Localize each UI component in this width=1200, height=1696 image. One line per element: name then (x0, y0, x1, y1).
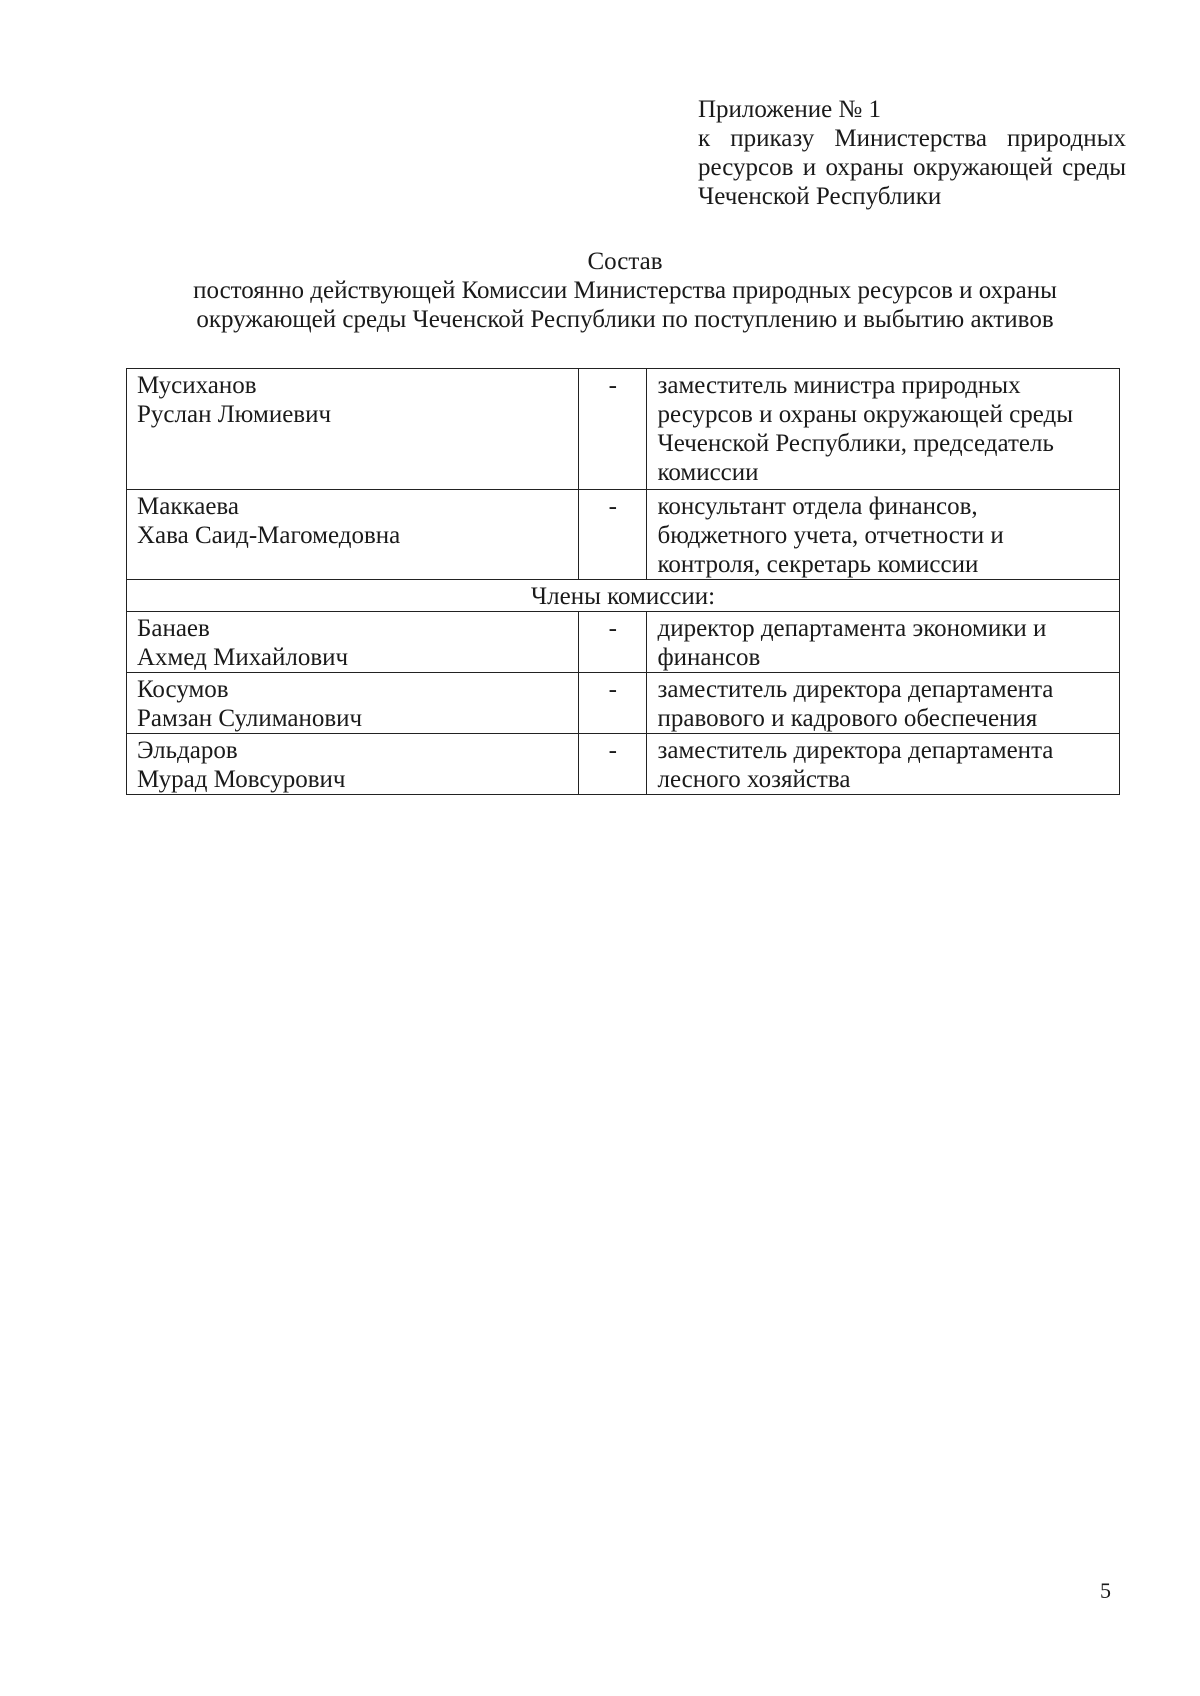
member-position-cell: консультант отдела финансов, бюджетного учета, отчетности и контроля, секретарь комиссии (647, 490, 1120, 580)
dash-cell: - (579, 490, 647, 580)
member-surname: Маккаева (137, 493, 240, 520)
member-surname: Мусиханов (137, 372, 257, 399)
member-name-cell (127, 612, 579, 673)
members-heading: Члены комиссии: (127, 580, 1120, 612)
member-given-name: Рамзан Сулиманович (137, 705, 363, 732)
document-heading (120, 247, 1130, 334)
member-name-cell (127, 369, 579, 490)
heading-subtitle: постоянно действующей Комиссии Министерства природных ресурсов и охраны окружающей среды Чеченской Республики по поступлению и выбытию активов (193, 277, 1057, 333)
table-row (127, 673, 1120, 734)
appendix-title: Приложение № 1 (698, 96, 882, 123)
page-number: 5 (1100, 1578, 1111, 1603)
table-row (127, 369, 1120, 490)
member-given-name: Хава Саид-Магомедовна (137, 522, 401, 549)
member-position-cell: директор департамента экономики и финансов (647, 612, 1120, 673)
table-row (127, 734, 1120, 795)
member-given-name: Ахмед Михайлович (137, 644, 349, 671)
member-surname: Эльдаров (137, 737, 238, 764)
member-surname: Косумов (137, 676, 229, 703)
dash-cell: - (579, 369, 647, 490)
member-given-name: Руслан Люмиевич (137, 401, 332, 428)
member-position-cell: заместитель директора департамента правового и кадрового обеспечения (647, 673, 1120, 734)
member-surname: Банаев (137, 615, 210, 642)
member-position-cell: заместитель министра природных ресурсов и охраны окружающей среды Чеченской Республики, председатель комиссии (647, 369, 1120, 490)
dash-cell: - (579, 673, 647, 734)
dash-cell: - (579, 734, 647, 795)
table-row (127, 612, 1120, 673)
section-row (127, 580, 1120, 612)
member-name-cell (127, 673, 579, 734)
member-given-name: Мурад Мовсурович (137, 766, 346, 793)
member-position-cell: заместитель директора департамента лесного хозяйства (647, 734, 1120, 795)
appendix-block (698, 95, 1126, 211)
member-name-cell (127, 490, 579, 580)
heading-title: Состав (587, 248, 663, 275)
appendix-reference: к приказу Министерства природных ресурсов и охраны окружающей среды Чеченской Республики (698, 125, 1126, 210)
table-row (127, 490, 1120, 580)
commission-table (126, 368, 1120, 795)
dash-cell: - (579, 612, 647, 673)
member-name-cell (127, 734, 579, 795)
